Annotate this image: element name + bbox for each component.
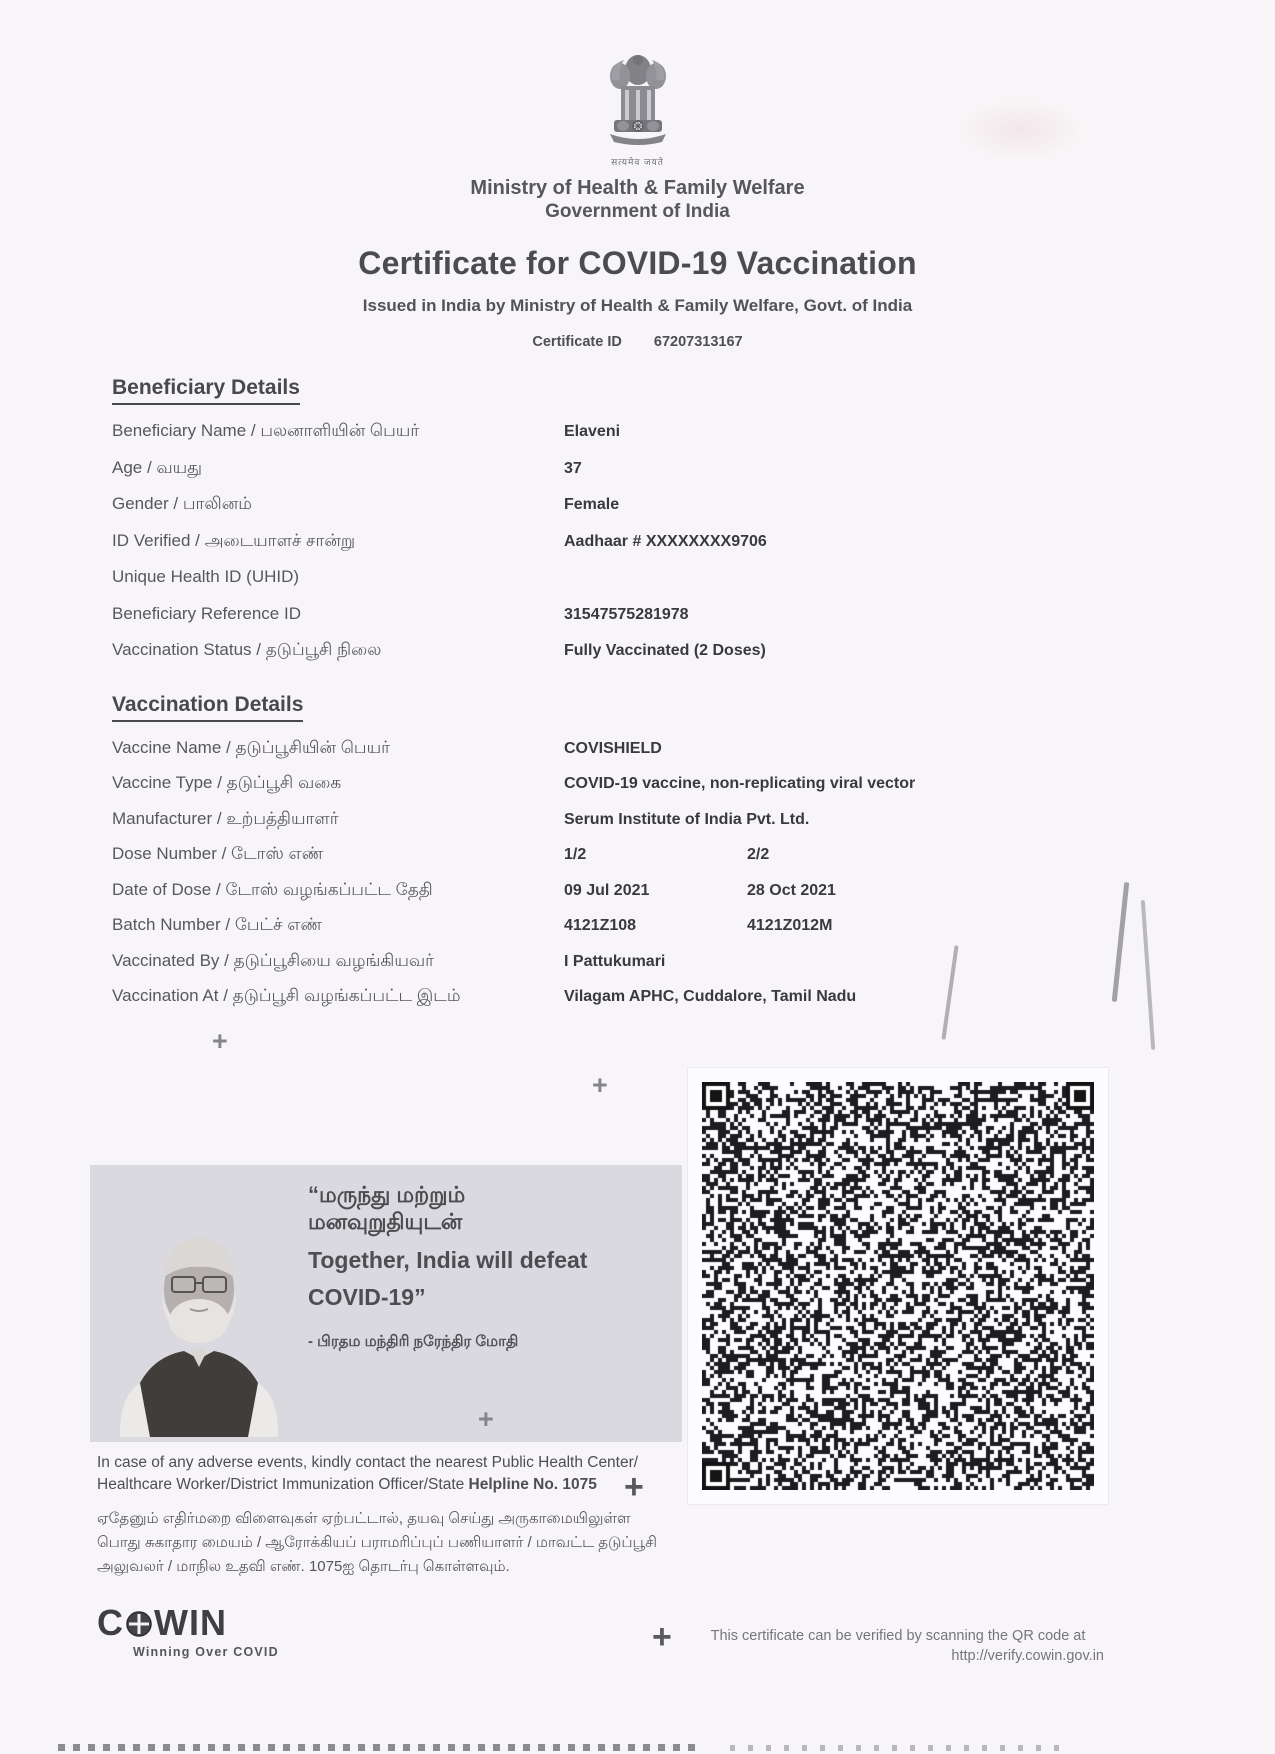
scan-smudge — [960, 100, 1080, 160]
field-label: Batch Number / பேட்ச் எண் — [112, 915, 323, 934]
field-label: Vaccine Type / தடுப்பூசி வகை — [112, 773, 342, 792]
field-value: I Pattukumari — [564, 952, 666, 970]
government-line: Government of India — [545, 201, 730, 222]
field-label: Beneficiary Reference ID — [112, 603, 301, 623]
field-label: Age / வயது — [112, 457, 203, 477]
field-label: Dose Number / டோஸ் எண் — [112, 844, 324, 863]
field-label: Manufacturer / உற்பத்தியாளர் — [112, 808, 339, 828]
globe-icon — [126, 1604, 152, 1646]
certificate-id-line — [0, 334, 1275, 350]
field-value-dose1: 09 Jul 2021 — [564, 881, 650, 899]
row-batch-number — [112, 915, 1195, 951]
row-vaccination-status — [112, 640, 1195, 677]
field-value-dose2: 28 Oct 2021 — [747, 881, 836, 899]
vaccination-details-heading: Vaccination Details — [112, 693, 303, 722]
plus-artifact-icon: + — [592, 1070, 608, 1100]
certificate-id-value: 67207313167 — [653, 334, 743, 350]
field-value: Female — [564, 496, 620, 513]
verify-url: http://verify.cowin.gov.in — [951, 1648, 1104, 1664]
row-id-verified — [112, 531, 1195, 568]
cowin-logo-c: C — [97, 1602, 124, 1643]
row-beneficiary-name — [112, 421, 1195, 458]
field-label: Date of Dose / டோஸ் வழங்கப்பட்ட தேதி — [112, 879, 433, 899]
qr-code — [702, 1082, 1094, 1490]
field-value: COVISHIELD — [564, 739, 662, 757]
vaccination-details-section — [112, 693, 1195, 1022]
row-age — [112, 458, 1195, 495]
adverse-en-line1: In case of any adverse events, kindly contact the nearest Public Health Center/ — [97, 1454, 639, 1471]
field-value: Elaveni — [564, 423, 621, 440]
field-value-dose1: 1/2 — [564, 846, 587, 863]
quote-attribution: - பிரதம மந்திரி நரேந்திர மோதி — [308, 1333, 519, 1350]
row-uhid — [112, 567, 1195, 604]
field-value: 37 — [564, 459, 582, 477]
cowin-tagline: Winning Over COVID — [133, 1645, 279, 1659]
field-label: Vaccinated By / தடுப்பூசியை வழங்கியவர் — [112, 950, 435, 970]
quote-tamil-line1: “மருந்து மற்றும் — [308, 1182, 466, 1207]
ministry-line: Ministry of Health & Family Welfare — [470, 177, 805, 199]
field-value: Vilagam APHC, Cuddalore, Tamil Nadu — [564, 988, 857, 1005]
adverse-events-text-en — [97, 1452, 672, 1496]
quote-english-line1: Together, India will defeat — [308, 1247, 588, 1273]
row-date-of-dose — [112, 880, 1195, 916]
adverse-events-text-tamil: ஏதேனும் எதிர்மறை விளைவுகள் ஏற்பட்டால், தயவு செய்து அருகாமையிலுள்ள பொது சுகாதார மையம் / ஆரோக்கியப் பராமரிப்புப் பணியாளர் / மாவட்ட தடுப்பூசி அலுவலர் / மாநில உதவி எண். 1075ஐ தொடர்பு கொள்ளவும். — [97, 1510, 657, 1575]
plus-artifact-icon: + — [212, 1026, 228, 1056]
field-label: Unique Health ID (UHID) — [112, 567, 300, 586]
beneficiary-details-section — [112, 376, 1195, 677]
field-label: Vaccine Name / தடுப்பூசியின் பெயர் — [112, 737, 391, 757]
row-gender — [112, 494, 1195, 531]
plus-artifact-icon: + — [624, 1468, 644, 1506]
quote-tamil-line2: மனவுறுதியுடன் — [308, 1209, 463, 1234]
field-label: Vaccination At / தடுப்பூசி வழங்கப்பட்ட இடம் — [112, 986, 461, 1005]
certificate-subtitle: Issued in India by Ministry of Health & Family Welfare, Govt. of India — [362, 296, 913, 315]
cowin-logo-win: WIN — [154, 1602, 227, 1643]
pm-quote-text — [308, 1181, 668, 1352]
row-vaccine-name — [112, 738, 1195, 774]
field-value: Serum Institute of India Pvt. Ltd. — [564, 810, 810, 828]
field-label: ID Verified / அடையாளச் சான்று — [112, 530, 356, 550]
field-value: 31547575281978 — [564, 605, 689, 623]
row-beneficiary-reference-id — [112, 604, 1195, 641]
beneficiary-details-heading: Beneficiary Details — [112, 376, 300, 405]
plus-artifact-icon: + — [478, 1404, 494, 1434]
certificate-title: Certificate for COVID-19 Vaccination — [358, 245, 917, 281]
field-label: Gender / பாலினம் — [112, 494, 252, 513]
verify-text — [688, 1626, 1108, 1666]
verify-line1: This certificate can be verified by scanning the QR code at — [710, 1628, 1086, 1644]
row-vaccination-at — [112, 986, 1195, 1022]
header-emblem — [0, 0, 1275, 168]
pm-quote-box — [90, 1165, 682, 1442]
row-vaccinated-by — [112, 951, 1195, 987]
field-value-dose2: 2/2 — [747, 846, 770, 863]
pm-modi-portrait — [104, 1225, 294, 1442]
scan-smudge — [58, 1744, 698, 1751]
row-manufacturer — [112, 809, 1195, 845]
emblem-motto: सत्यमेव जयते — [611, 157, 664, 167]
certificate-id-label: Certificate ID — [532, 334, 622, 350]
field-label: Vaccination Status / தடுப்பூசி நிலை — [112, 640, 382, 659]
cowin-logo — [97, 1600, 227, 1646]
qr-frame — [688, 1068, 1108, 1504]
quote-english-line2: COVID-19” — [308, 1284, 426, 1310]
row-vaccine-type — [112, 773, 1195, 809]
row-dose-number — [112, 844, 1195, 880]
field-value: COVID-19 vaccine, non-replicating viral vector — [564, 775, 916, 792]
field-value-dose2: 4121Z012M — [747, 917, 833, 934]
field-label: Beneficiary Name / பலனாளியின் பெயர் — [112, 421, 420, 440]
field-value-dose1: 4121Z108 — [564, 917, 637, 934]
adverse-en-line2: Healthcare Worker/District Immunization Officer/State — [97, 1476, 469, 1493]
scan-smudge — [730, 1745, 1060, 1751]
field-value: Aadhaar # XXXXXXXX9706 — [564, 532, 767, 550]
plus-artifact-icon: + — [652, 1618, 672, 1656]
helpline-number: Helpline No. 1075 — [468, 1476, 597, 1493]
field-value: Fully Vaccinated (2 Doses) — [564, 642, 766, 659]
